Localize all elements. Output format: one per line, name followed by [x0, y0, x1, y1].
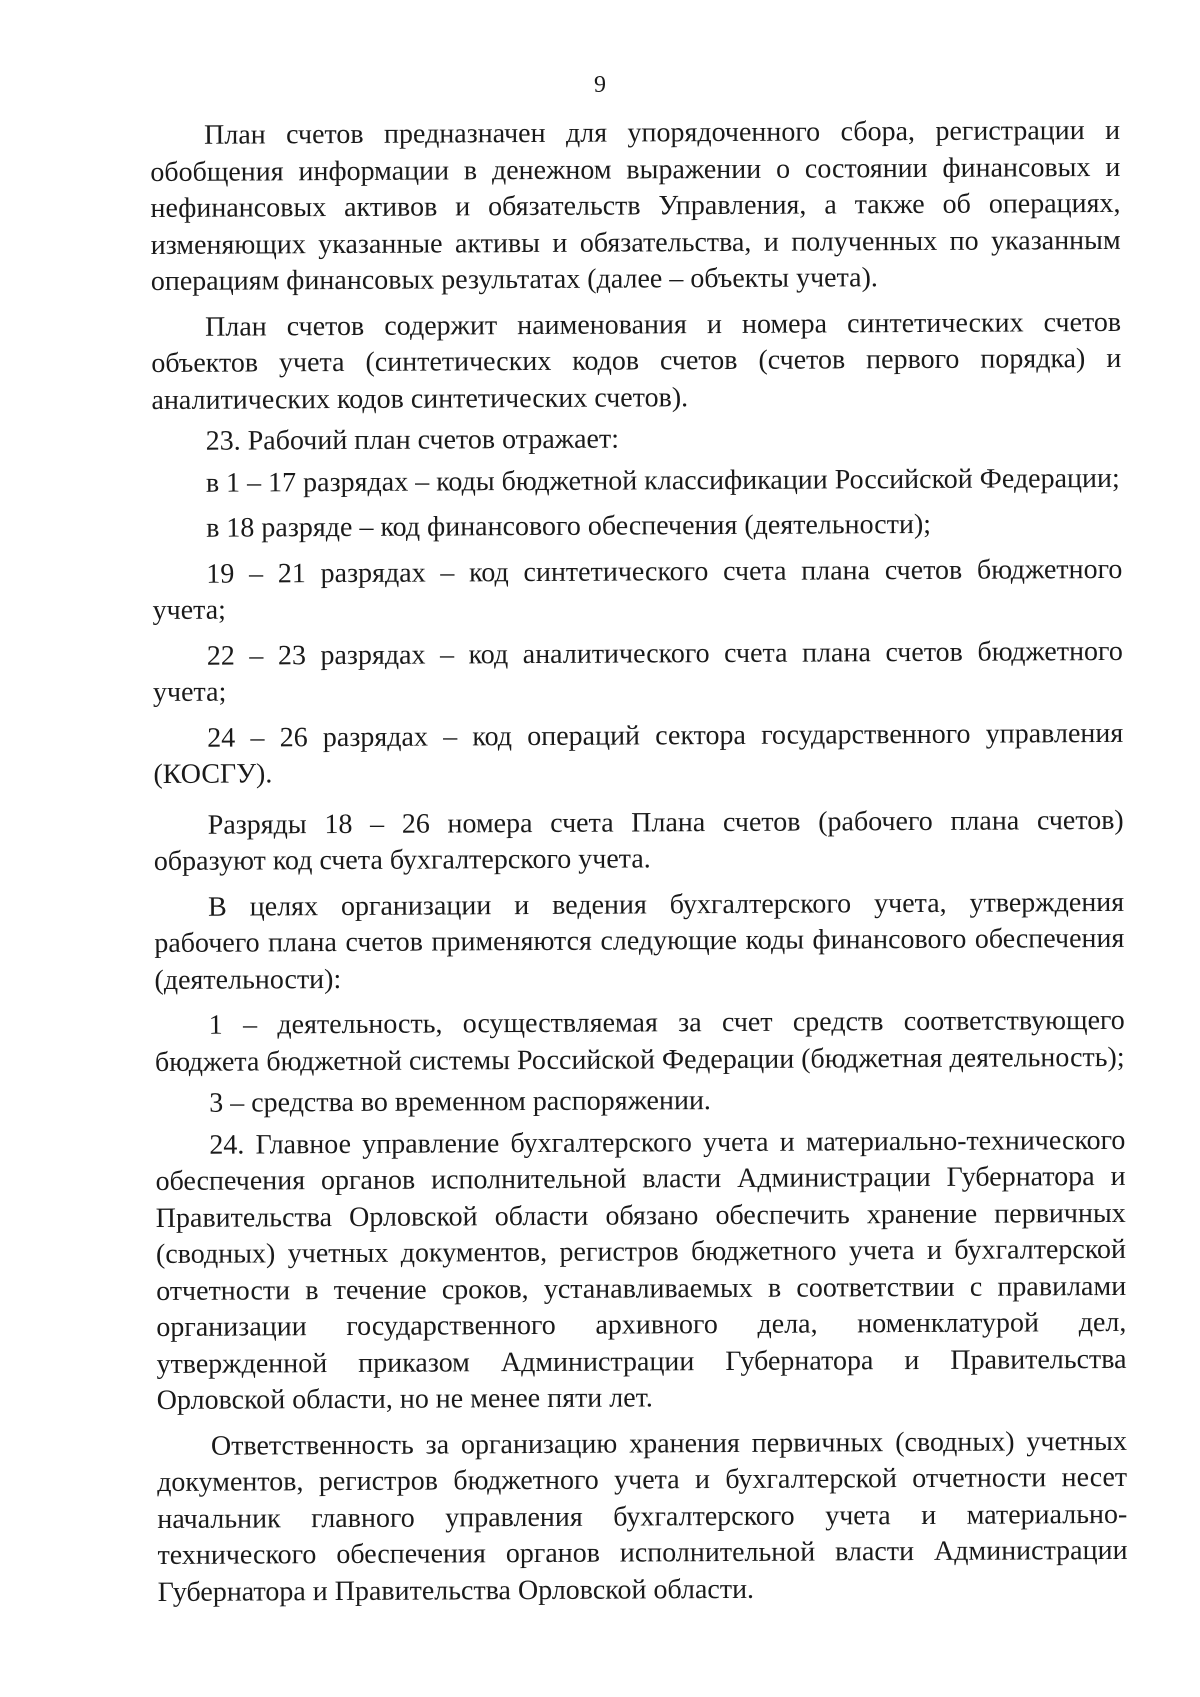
paragraph-chart-of-accounts-purpose: План счетов предназначен для упорядоченного сбора, регистрации и обобщения информации в денежном выражении о состоянии финансовых и нефинансовых активов и обязательств Управления, а также об операциях, изменяющих указанные активы и обязательства, и полученных по указанным операциям финансовых результатах (далее – объекты учета). — [150, 114, 1121, 297]
paragraph-code-3: 3 – средства во временном распоряжении. — [209, 1085, 711, 1119]
paragraph-clause-23: 23. Рабочий план счетов отражает: — [205, 423, 620, 457]
paragraph-digits-19-21: 19 – 21 разрядах – код синтетического счета плана счетов бюджетного учета; — [152, 553, 1123, 626]
paragraph-code-1: 1 – деятельность, осуществляемая за счет средств соответствующего бюджета бюджетной системы Российской Федерации (бюджетная деятельность); — [154, 1004, 1125, 1078]
document-body — [150, 113, 1128, 1611]
paragraph-digits-1-17: в 1 – 17 разрядах – коды бюджетной классификации Российской Федерации; — [205, 462, 1120, 499]
paragraph-digits-22-23: 22 – 23 разрядах – код аналитического счета плана счетов бюджетного учета; — [152, 635, 1123, 708]
paragraph-chart-of-accounts-contents: План счетов содержит наименования и номера синтетических счетов объектов учета (синтетических кодов счетов (счетов первого порядка) и аналитических кодов синтетических счетов). — [151, 306, 1122, 416]
paragraph-digits-18-26-code: Разряды 18 – 26 номера счета Плана счетов (рабочего плана счетов) образуют код счета бухгалтерского учета. — [153, 804, 1124, 877]
page-number: 9 — [594, 72, 606, 98]
paragraph-digit-18: в 18 разряде – код финансового обеспечения (деятельности); — [206, 508, 932, 544]
paragraph-responsibility: Ответственность за организацию хранения первичных (сводных) учетных документов, регистров бюджетного учета и бухгалтерской отчетности несет начальник главного управления бухгалтерского учета и материально-технического обеспечения органов исполнительной власти Администрации Губернатора и Правительства Орловской области. — [157, 1425, 1128, 1608]
paragraph-digits-24-26: 24 – 26 разрядах – код операций сектора государственного управления (КОСГУ). — [153, 717, 1124, 790]
paragraph-financial-support-codes: В целях организации и ведения бухгалтерского учета, утверждения рабочего плана счетов применяются следующие коды финансового обеспечения (деятельности): — [154, 886, 1125, 996]
paragraph-clause-24: 24. Главное управление бухгалтерского учета и материально-технического обеспечения органов исполнительной власти Администрации Губернатора и Правительства Орловской области обязано обеспечить хранение первичных (сводных) учетных документов, регистров бюджетного учета и бухгалтерской отчетности в течение сроков, устанавливаемых в соответствии с правилами организации государственного архивного дела, номенклатурой дел, утвержденной приказом Администрации Губернатора и Правительства Орловской области, но не менее пяти лет. — [155, 1124, 1127, 1416]
